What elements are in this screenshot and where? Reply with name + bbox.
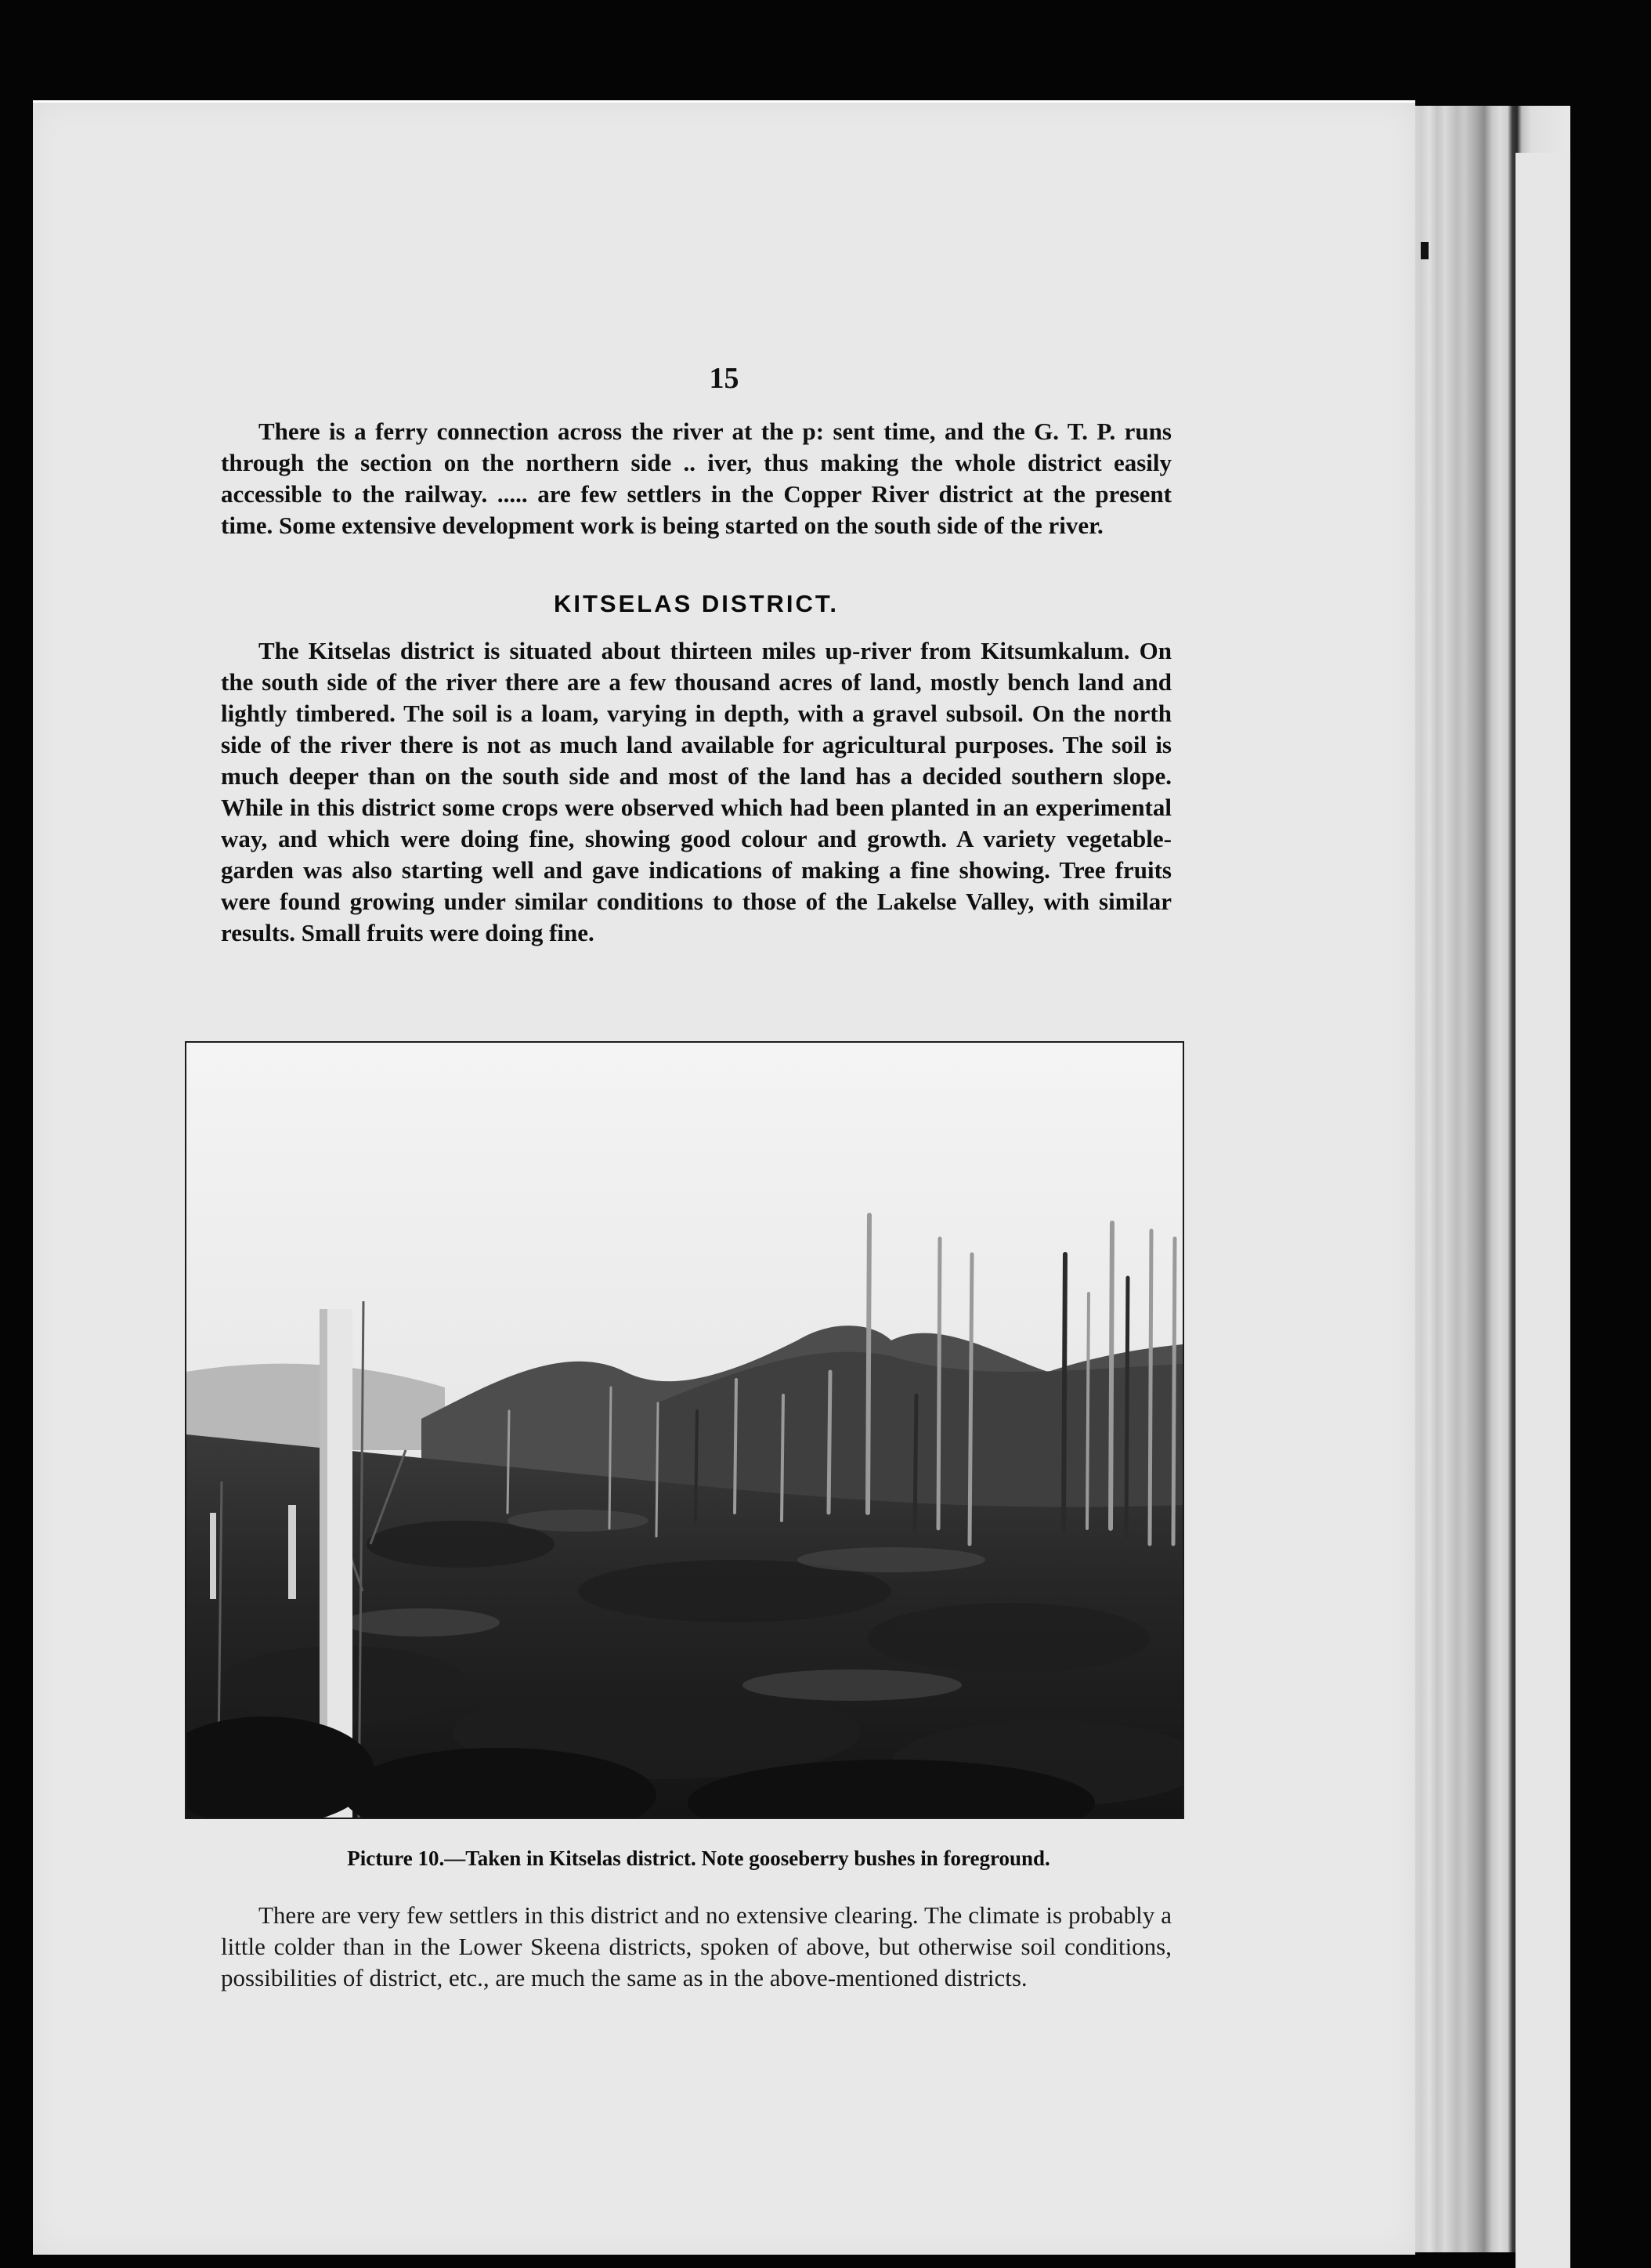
closing-paragraph: There are very few settlers in this district and no extensive clearing. The climate is probably a little colder than in the Lower Skeena districts, spoken of above, but otherwise soil conditions, possibilities of district, etc., are much the same as in the above-mentioned districts. [221,1901,1172,1991]
kitselas-paragraph: The Kitselas district is situated about thirteen miles up-river from Kitsumkalum. On the south side of the river there are a few thousand acres of land, mostly bench land and lightly timbered. The soil is a loam, varying in depth, with a gravel subsoil. On the north side of the river there is not as much land available for agricultural purposes. The soil is much deeper than on the south side and most of the land has a decided southern slope. While in this district some crops were observed which had been planted in an experimental way, and which were doing fine, showing good colour and growth. A variety vegetable-garden was also starting well and gave indications of making a fine showing. Tree fruits were found growing under similar conditions to those of the Lakelse Valley, with similar results. Small fruits were doing fine. [221,637,1172,946]
kitselas-district-heading: KITSELAS DISTRICT. [553,590,839,617]
intro-paragraph: There is a ferry connection across the river at the p: sent time, and the G. T. P. runs through the section on the northern side .. iver, thus making the whole district easily accessible to the railway. ..... are few settlers in the Copper River district at the present time. Some extensive development work is being started on the south side of the river. [221,418,1172,539]
figure-caption: Picture 10.—Taken in Kitselas district. Note gooseberry bushes in foreground. [347,1847,1050,1870]
page-edge-mark [1421,242,1429,259]
scanned-page [33,100,1415,2255]
book-page-edges [1414,106,1570,2252]
page-number: 15 [709,362,739,395]
kitselas-district-photo [185,1041,1184,1819]
